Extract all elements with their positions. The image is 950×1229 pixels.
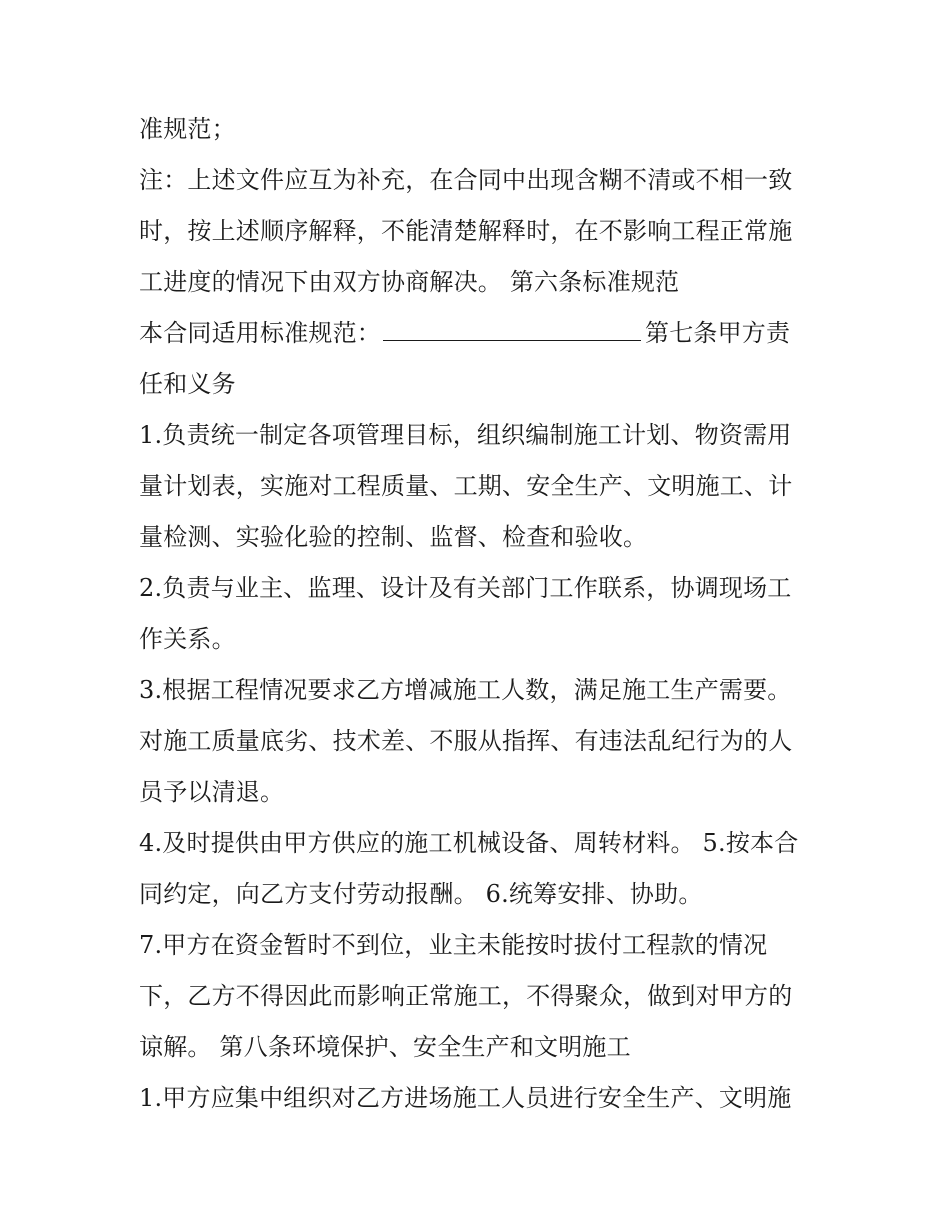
text-line-15: 4.及时提供由甲方供应的施工机械设备、周转材料。 5.按本合 — [139, 829, 799, 857]
text-line-16: 同约定，向乙方支付劳动报酬。 6.统筹安排、协助。 — [139, 880, 703, 908]
text-line-14: 员予以清退。 — [139, 778, 285, 806]
text-line-4: 工进度的情况下由双方协商解决。 第六条标准规范 — [139, 268, 680, 296]
text-line-8: 量计划表，实施对工程质量、工期、安全生产、文明施工、计 — [139, 472, 793, 500]
standard-spec-blank — [383, 320, 641, 341]
text-line-10: 2.负责与业主、监理、设计及有关部门工作联系，协调现场工 — [139, 574, 792, 602]
text-line-7: 1.负责统一制定各项管理目标，组织编制施工计划、物资需用 — [139, 421, 792, 449]
text-line-13: 对施工质量底劣、技术差、不服从指挥、有违法乱纪行为的人 — [139, 727, 793, 755]
standard-spec-line — [139, 317, 790, 349]
text-line-3: 时，按上述顺序解释，不能清楚解释时，在不影响工程正常施 — [139, 217, 793, 245]
text-line-11: 作关系。 — [139, 625, 236, 653]
text-line-6: 任和义务 — [139, 370, 236, 398]
text-line-19: 谅解。 第八条环境保护、安全生产和文明施工 — [139, 1033, 631, 1061]
standard-spec-label: 本合同适用标准规范： — [139, 319, 381, 347]
text-line-18: 下，乙方不得因此而影响正常施工，不得聚众，做到对甲方的 — [139, 982, 793, 1010]
text-line-2: 注：上述文件应互为补充，在合同中出现含糊不清或不相一致 — [139, 166, 793, 194]
text-line-17: 7.甲方在资金暂时不到位，业主未能按时拔付工程款的情况 — [139, 931, 768, 959]
text-line-1: 准规范； — [139, 115, 236, 143]
text-line-12: 3.根据工程情况要求乙方增减施工人数，满足施工生产需要。 — [139, 676, 792, 704]
text-line-20: 1.甲方应集中组织对乙方进场施工人员进行安全生产、文明施 — [139, 1084, 792, 1112]
text-line-9: 量检测、实验化验的控制、监督、检查和验收。 — [139, 523, 648, 551]
article-seven-heading: 第七条甲方责 — [645, 319, 791, 347]
